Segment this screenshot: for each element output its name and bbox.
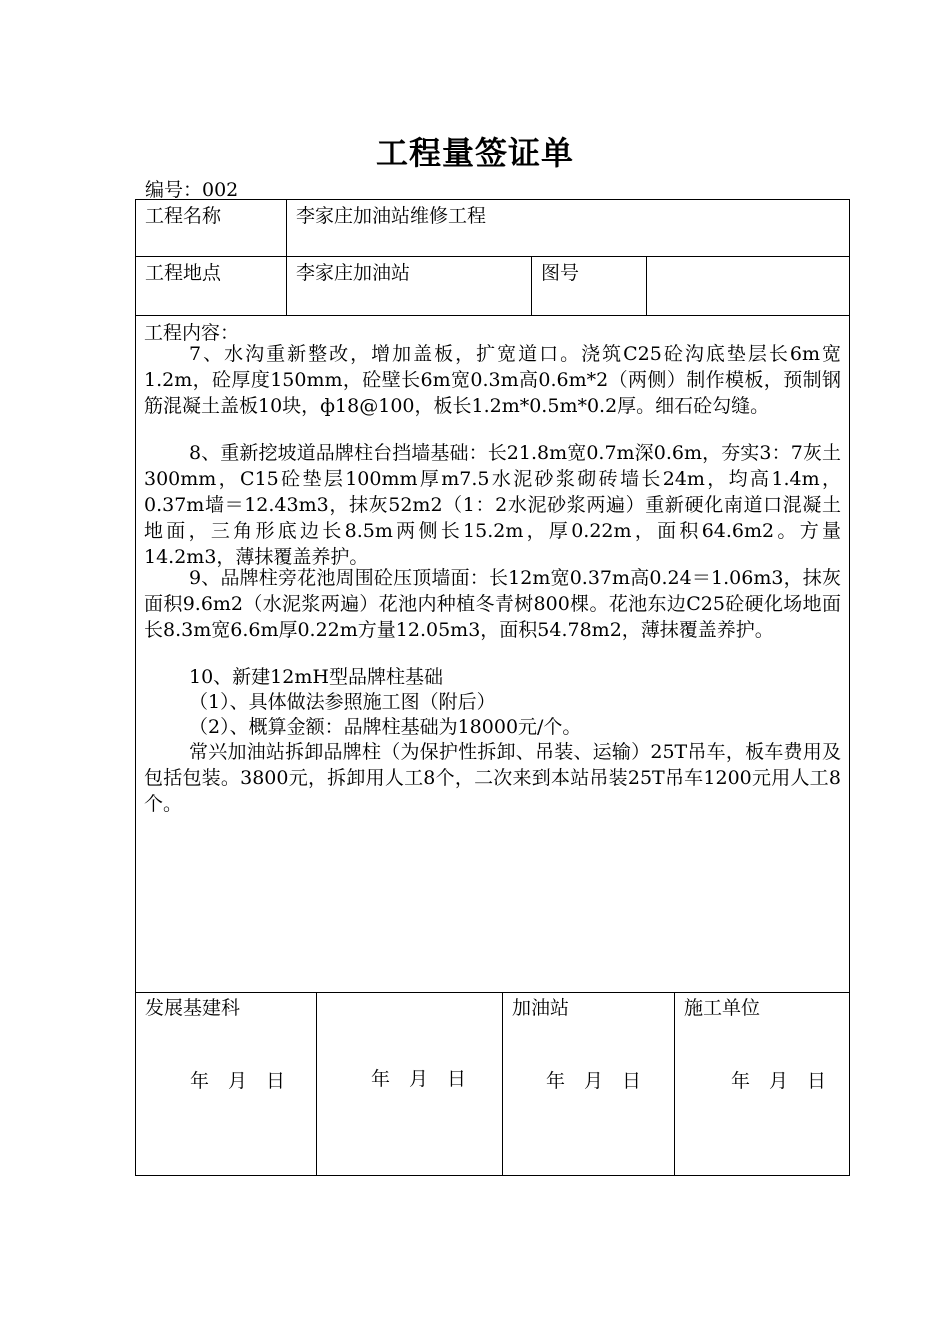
signature-label-dev: 发展基建科 — [145, 997, 241, 1019]
signature-label-contractor: 施工单位 — [684, 997, 761, 1019]
signature-date-dev: 年 月 日 — [190, 1070, 286, 1092]
content-note: 常兴加油站拆卸品牌柱（为保护性拆卸、吊装、运输）25T吊车，板车费用及包括包装。3800元，拆卸用人工8个，二次来到本站吊装25T吊车1200元用人工8个。 — [144, 741, 841, 815]
signature-date-blank: 年 月 日 — [371, 1068, 467, 1090]
signature-date-station: 年 月 日 — [546, 1070, 642, 1092]
signature-label-station: 加油站 — [512, 997, 570, 1019]
content-subitem-1: （1）、具体做法参照施工图（附后） — [189, 691, 496, 713]
project-name-label: 工程名称 — [145, 205, 222, 227]
location-label: 工程地点 — [145, 262, 222, 284]
project-name-value: 李家庄加油站维修工程 — [296, 205, 487, 227]
content-item-10: 10、新建12mH型品牌柱基础 — [189, 666, 443, 688]
location-value: 李家庄加油站 — [296, 262, 411, 284]
drawing-number-label: 图号 — [541, 262, 580, 284]
drawing-value-cell — [646, 256, 850, 316]
document-number: 编号：002 — [145, 179, 239, 201]
content-item-9: 9、品牌柱旁花池周围砼压顶墙面：长12m宽0.37m高0.24＝1.06m3，抹灰面积9.6m2（水泥浆两遍）花池内种植冬青树800棵。花池东边C25砼硬化场地面长8.3m宽6.6m厚0.22m方量12.05m3，面积54.78m2，薄抹覆盖养护。 — [144, 567, 841, 641]
document-title: 工程量签证单 — [375, 134, 574, 172]
content-subitem-2: （2）、概算金额：品牌柱基础为18000元/个。 — [189, 716, 582, 738]
content-item-7: 7、水沟重新整改，增加盖板，扩宽道口。浇筑C25砼沟底垫层长6m宽1.2m，砼厚度150mm，砼壁长6m宽0.3m高0.6m*2（两侧）制作模板，预制钢筋混凝土盖板10块，ф18@100，板长1.2m*0.5m*0.2厚。细石砼勾缝。 — [144, 343, 841, 417]
content-heading: 工程内容： — [144, 322, 240, 344]
content-item-8: 8、重新挖坡道品牌柱台挡墙基础：长21.8m宽0.7m深0.6m，夯实3：7灰土300mm，C15砼垫层100mm厚m7.5水泥砂浆砌砖墙长24m，均高1.4m，0.37m墙＝12.43m3，抹灰52m2（1：2水泥砂浆两遍）重新硬化南道口混凝土地面，三角形底边长8.5m两侧长15.2m，厚0.22m，面积64.6m2。方量14.2m3，薄抹覆盖养护。 — [144, 442, 841, 568]
signature-date-contractor: 年 月 日 — [731, 1070, 827, 1092]
